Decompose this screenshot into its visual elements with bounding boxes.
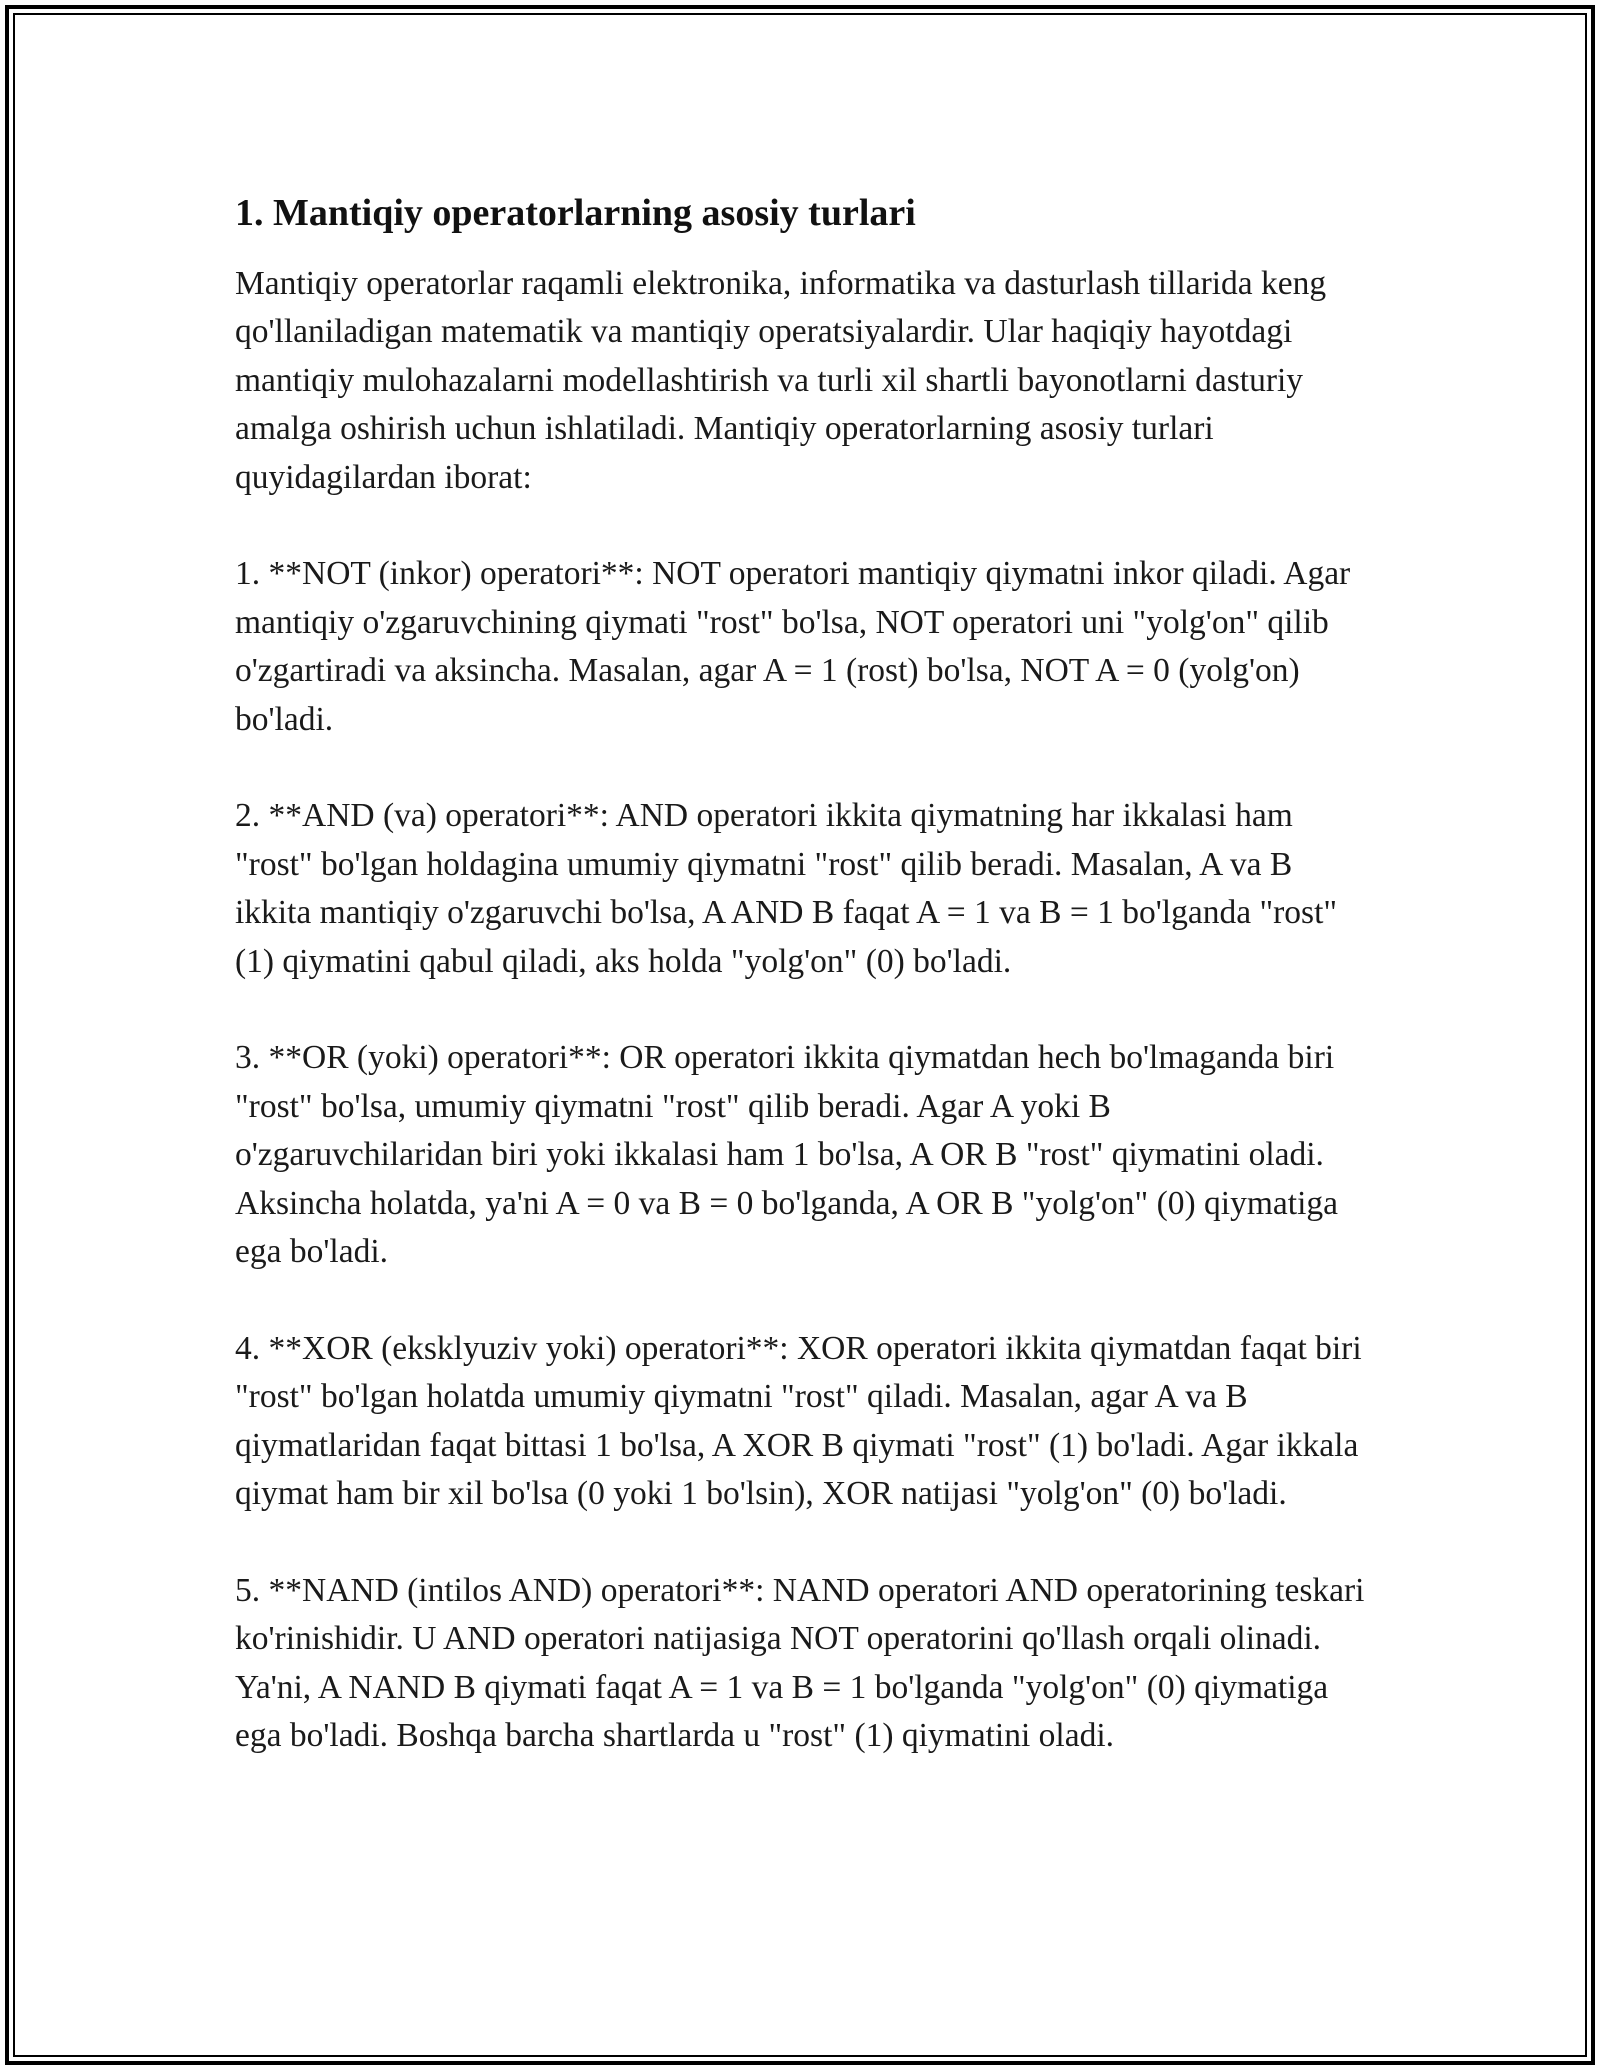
section-heading: 1. Mantiqiy operatorlarning asosiy turlari <box>235 192 916 234</box>
document-body <box>235 188 1365 1761</box>
operator-nand-paragraph: 5. **NAND (intilos AND) operatori**: NAND operatori AND operatorining teskari ko'rinishidir. U AND operatori natijasiga NOT operatorini qo'llash orqali olinadi. Ya'ni, A NAND B qiymati faqat A = 1 va B = 1 bo'lganda "yolg'on" (0) qiymatiga ega bo'ladi. Boshqa barcha shartlarda u "rost" (1) qiymatini oladi. <box>235 1571 1365 1755</box>
operator-and-paragraph: 2. **AND (va) operatori**: AND operatori ikkita qiymatning har ikkalasi ham "rost" bo'lgan holdagina umumiy qiymatni "rost" qilib beradi. Masalan, A va B ikkita mantiqiy o'zgaruvchi bo'lsa, A AND B faqat A = 1 va B = 1 bo'lganda "rost" (1) qiymatini qabul qiladi, aks holda "yolg'on" (0) bo'ladi. <box>235 797 1338 980</box>
operator-not-paragraph: 1. **NOT (inkor) operatori**: NOT operatori mantiqiy qiymatni inkor qiladi. Agar mantiqiy o'zgaruvchining qiymati "rost" bo'lsa, NOT operatori uni "yolg'on" qilib o'zgartiradi va aksincha. Masalan, agar A = 1 (rost) bo'lsa, NOT A = 0 (yolg'on) bo'ladi. <box>235 555 1351 738</box>
intro-paragraph: Mantiqiy operatorlar raqamli elektronika, informatika va dasturlash tillarida keng qo'llaniladigan matematik va mantiqiy operatsiyalardir. Ular haqiqiy hayotdagi mantiqiy mulohazalarni modellashtirish va turli xil shartli bayonotlarni dasturiy amalga oshirish uchun ishlatiladi. Mantiqiy operatorlarning asosiy turlari quyidagilardan iborat: <box>235 265 1327 496</box>
operator-xor-paragraph: 4. **XOR (eksklyuziv yoki) operatori**: XOR operatori ikkita qiymatdan faqat biri "rost" bo'lgan holatda umumiy qiymatni "rost" qiladi. Masalan, agar A va B qiymatlaridan faqat bittasi 1 bo'lsa, A XOR B qiymati "rost" (1) bo'ladi. Agar ikkala qiymat ham bir xil bo'lsa (0 yoki 1 bo'lsin), XOR natijasi "yolg'on" (0) bo'ladi. <box>235 1329 1362 1513</box>
operator-or-paragraph: 3. **OR (yoki) operatori**: OR operatori ikkita qiymatdan hech bo'lmaganda biri "rost" bo'lsa, umumiy qiymatni "rost" qilib beradi. Agar A yoki B o'zgaruvchilaridan biri yoki ikkalasi ham 1 bo'lsa, A OR B "rost" qiymatini oladi. Aksincha holatda, ya'ni A = 0 va B = 0 bo'lganda, A OR B "yolg'on" (0) qiymatiga ega bo'ladi. <box>235 1039 1339 1271</box>
